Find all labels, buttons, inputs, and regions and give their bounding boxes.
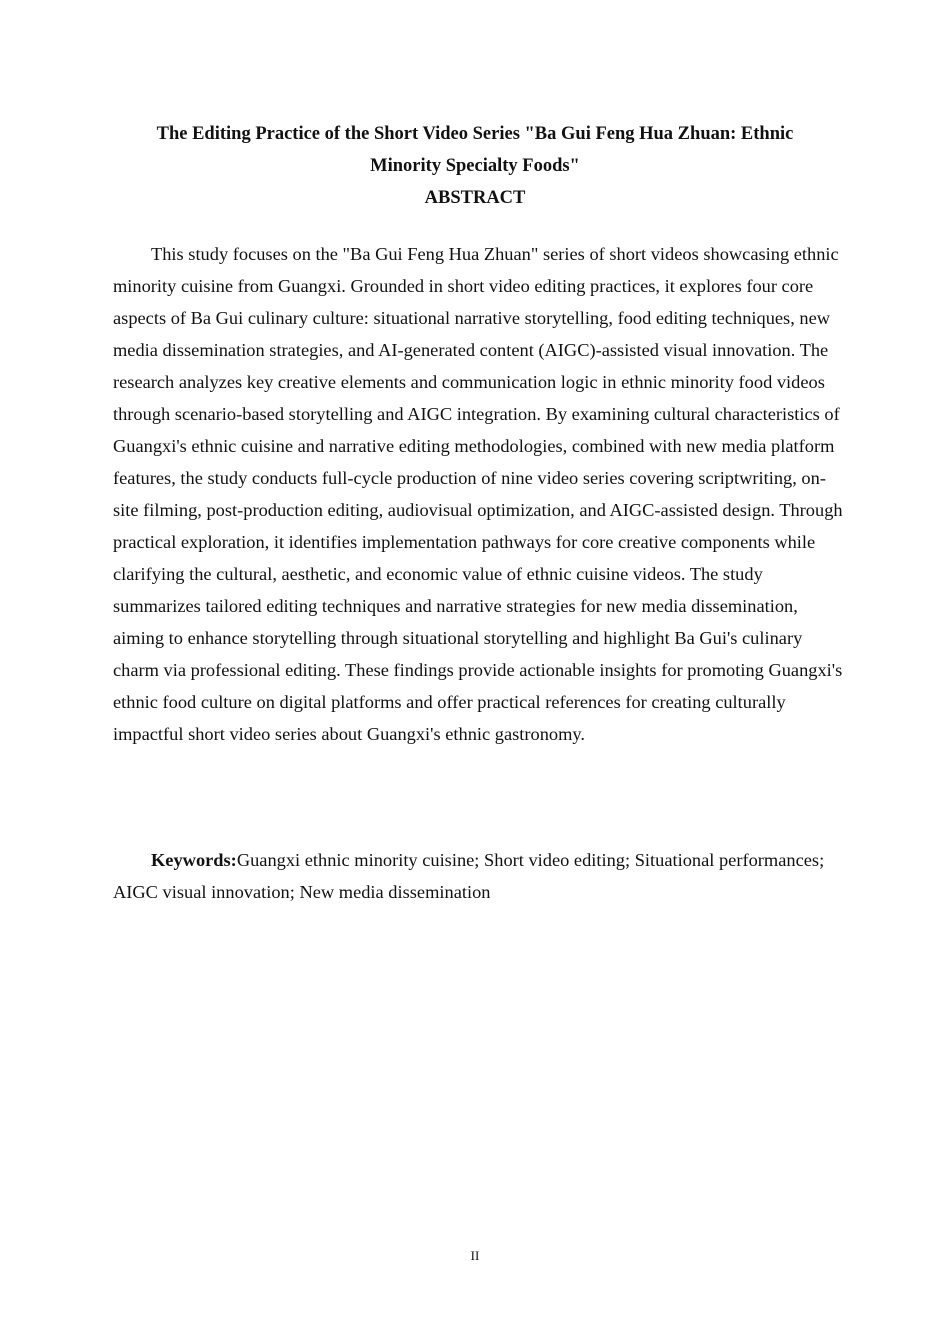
document-title-line-2: Minority Specialty Foods" [370,156,580,176]
document-title-line-1: The Editing Practice of the Short Video Series "Ba Gui Feng Hua Zhuan: Ethnic [156,124,794,144]
abstract-paragraph: This study focuses on the "Ba Gui Feng Hua Zhuan" series of short videos showcasing ethnic minority cuisine from Guangxi. Grounded in short video editing practices, it explores four core aspects of Ba Gui culinary culture: situational narrative storytelling, food editing techniques, new media dissemination strategies, and AI-generated content (AIGC)-assisted visual innovation. The research analyzes key creative elements and communication logic in ethnic minority food videos through scenario-based storytelling and AIGC integration. By examining cultural characteristics of Guangxi's ethnic cuisine and narrative editing methodologies, combined with new media platform features, the study conducts full-cycle production of nine video series covering scriptwriting, on-site filming, post-production editing, audiovisual optimization, and AIGC-assisted design. Through practical exploration, it identifies implementation pathways for core creative components while clarifying the cultural, aesthetic, and economic value of ethnic cuisine videos. The study summarizes tailored editing techniques and narrative strategies for new media dissemination, aiming to enhance storytelling through situational storytelling and highlight Ba Gui's culinary charm via professional editing. These findings provide actionable insights for promoting Guangxi's ethnic food culture on digital platforms and offer practical references for creating culturally impactful short video series about Guangxi's ethnic gastronomy. [113,244,843,744]
keywords-text: Guangxi ethnic minority cuisine; Short video editing; Situational performances; AIGC visual innovation; New media dissemination [113,850,825,902]
abstract-heading: ABSTRACT [424,188,526,208]
keywords-paragraph [113,844,845,908]
page-number: II [470,1248,480,1263]
keywords-label: Keywords: [151,850,237,870]
title-block [113,118,837,214]
